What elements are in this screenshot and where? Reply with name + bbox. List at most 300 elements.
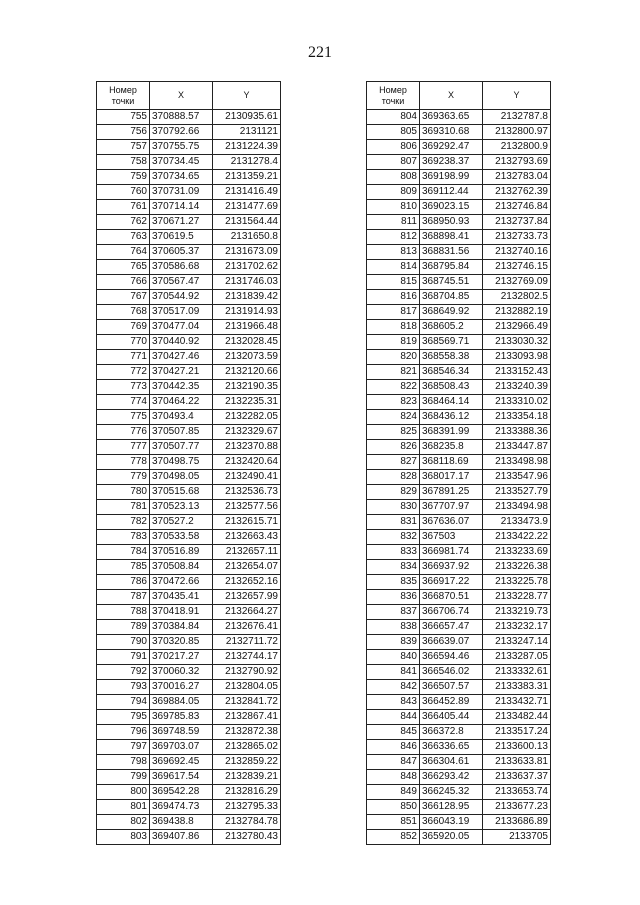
point-number-cell: 781	[97, 500, 150, 515]
point-number-cell: 820	[367, 350, 420, 365]
point-number-cell: 777	[97, 440, 150, 455]
table-row	[97, 770, 281, 785]
point-number-cell: 844	[367, 710, 420, 725]
x-cell: 369310.68	[420, 125, 483, 140]
y-cell: 2133527.79	[483, 485, 551, 500]
table-row	[367, 560, 551, 575]
y-cell: 2131966.48	[213, 320, 281, 335]
x-cell: 366293.42	[420, 770, 483, 785]
y-cell: 2133517.24	[483, 725, 551, 740]
y-cell: 2132783.04	[483, 170, 551, 185]
point-number-cell: 804	[367, 110, 420, 125]
table-row	[97, 650, 281, 665]
x-cell: 368235.8	[420, 440, 483, 455]
point-number-cell: 828	[367, 470, 420, 485]
point-number-cell: 839	[367, 635, 420, 650]
y-cell: 2133152.43	[483, 365, 551, 380]
table-row	[97, 365, 281, 380]
x-cell: 370671.27	[150, 215, 213, 230]
y-cell: 2132577.56	[213, 500, 281, 515]
x-cell: 366336.65	[420, 740, 483, 755]
y-cell: 2132787.8	[483, 110, 551, 125]
page-number: 221	[308, 44, 332, 61]
y-cell: 2133422.22	[483, 530, 551, 545]
x-cell: 370517.09	[150, 305, 213, 320]
y-cell: 2131702.62	[213, 260, 281, 275]
y-cell: 2133310.02	[483, 395, 551, 410]
point-number-cell: 778	[97, 455, 150, 470]
x-cell: 370472.66	[150, 575, 213, 590]
table-row	[97, 740, 281, 755]
y-cell: 2132676.41	[213, 620, 281, 635]
point-number-cell: 793	[97, 680, 150, 695]
y-cell: 2132784.78	[213, 815, 281, 830]
x-cell: 370567.47	[150, 275, 213, 290]
header-point-number: Номер точки	[97, 82, 150, 110]
point-number-cell: 831	[367, 515, 420, 530]
x-cell: 366452.89	[420, 695, 483, 710]
point-number-cell: 761	[97, 200, 150, 215]
x-cell: 370435.41	[150, 590, 213, 605]
point-number-cell: 848	[367, 770, 420, 785]
table-row	[367, 785, 551, 800]
table-row	[367, 815, 551, 830]
y-cell: 2131359.21	[213, 170, 281, 185]
point-number-cell: 816	[367, 290, 420, 305]
table-row	[367, 230, 551, 245]
x-cell: 369292.47	[420, 140, 483, 155]
y-cell: 2132235.31	[213, 395, 281, 410]
point-number-cell: 840	[367, 650, 420, 665]
table-row	[367, 620, 551, 635]
y-cell: 2132795.33	[213, 800, 281, 815]
point-number-cell: 800	[97, 785, 150, 800]
y-cell: 2131278.4	[213, 155, 281, 170]
y-cell: 2130935.61	[213, 110, 281, 125]
point-number-cell: 762	[97, 215, 150, 230]
x-cell: 368831.56	[420, 245, 483, 260]
point-number-cell: 843	[367, 695, 420, 710]
table-row	[367, 320, 551, 335]
y-cell: 2133332.61	[483, 665, 551, 680]
point-number-cell: 776	[97, 425, 150, 440]
x-cell: 370734.45	[150, 155, 213, 170]
point-number-cell: 818	[367, 320, 420, 335]
point-number-cell: 809	[367, 185, 420, 200]
point-number-cell: 797	[97, 740, 150, 755]
point-number-cell: 801	[97, 800, 150, 815]
table-row	[97, 575, 281, 590]
table-row	[367, 710, 551, 725]
x-cell: 368745.51	[420, 275, 483, 290]
y-cell: 2132282.05	[213, 410, 281, 425]
y-cell: 2133494.98	[483, 500, 551, 515]
point-number-cell: 814	[367, 260, 420, 275]
x-cell: 370527.2	[150, 515, 213, 530]
x-cell: 370498.75	[150, 455, 213, 470]
coordinates-table-right	[366, 81, 551, 845]
x-cell: 370418.91	[150, 605, 213, 620]
point-number-cell: 796	[97, 725, 150, 740]
y-cell: 2133637.37	[483, 770, 551, 785]
table-row	[367, 830, 551, 845]
table-row	[97, 830, 281, 845]
table-row	[97, 320, 281, 335]
point-number-cell: 841	[367, 665, 420, 680]
x-cell: 369363.65	[420, 110, 483, 125]
x-cell: 370427.21	[150, 365, 213, 380]
table-row	[97, 680, 281, 695]
x-cell: 369692.45	[150, 755, 213, 770]
table-row	[367, 200, 551, 215]
x-cell: 370477.04	[150, 320, 213, 335]
x-cell: 370440.92	[150, 335, 213, 350]
y-cell: 2132490.41	[213, 470, 281, 485]
y-cell: 2132762.39	[483, 185, 551, 200]
x-cell: 370734.65	[150, 170, 213, 185]
y-cell: 2133653.74	[483, 785, 551, 800]
x-cell: 369198.99	[420, 170, 483, 185]
point-number-cell: 786	[97, 575, 150, 590]
x-cell: 369748.59	[150, 725, 213, 740]
x-cell: 368017.17	[420, 470, 483, 485]
y-cell: 2133633.81	[483, 755, 551, 770]
y-cell: 2132664.27	[213, 605, 281, 620]
x-cell: 369407.86	[150, 830, 213, 845]
point-number-cell: 792	[97, 665, 150, 680]
point-number-cell: 810	[367, 200, 420, 215]
table-row	[97, 695, 281, 710]
y-cell: 2132657.99	[213, 590, 281, 605]
x-cell: 370016.27	[150, 680, 213, 695]
y-cell: 2133233.69	[483, 545, 551, 560]
y-cell: 2132420.64	[213, 455, 281, 470]
y-cell: 2132190.35	[213, 380, 281, 395]
x-cell: 370533.58	[150, 530, 213, 545]
table-row	[367, 485, 551, 500]
point-number-cell: 815	[367, 275, 420, 290]
x-cell: 366405.44	[420, 710, 483, 725]
y-cell: 2133482.44	[483, 710, 551, 725]
table-row	[367, 575, 551, 590]
point-number-cell: 819	[367, 335, 420, 350]
table-row	[367, 470, 551, 485]
point-number-cell: 849	[367, 785, 420, 800]
table-row	[367, 140, 551, 155]
x-cell: 370544.92	[150, 290, 213, 305]
point-number-cell: 802	[97, 815, 150, 830]
table-row	[367, 185, 551, 200]
table-row	[97, 380, 281, 395]
x-cell: 366917.22	[420, 575, 483, 590]
point-number-cell: 774	[97, 395, 150, 410]
table-row	[97, 620, 281, 635]
y-cell: 2133473.9	[483, 515, 551, 530]
x-cell: 369238.37	[420, 155, 483, 170]
point-number-cell: 812	[367, 230, 420, 245]
point-number-cell: 758	[97, 155, 150, 170]
x-cell: 370731.09	[150, 185, 213, 200]
y-cell: 2132028.45	[213, 335, 281, 350]
table-row	[97, 305, 281, 320]
y-cell: 2133432.71	[483, 695, 551, 710]
x-cell: 366706.74	[420, 605, 483, 620]
table-row	[367, 590, 551, 605]
y-cell: 2132663.43	[213, 530, 281, 545]
x-cell: 368795.84	[420, 260, 483, 275]
y-cell: 2132882.19	[483, 305, 551, 320]
y-cell: 2133287.05	[483, 650, 551, 665]
table-header-row	[97, 82, 281, 110]
table-row	[97, 425, 281, 440]
point-number-cell: 764	[97, 245, 150, 260]
table-row	[97, 725, 281, 740]
y-cell: 2131839.42	[213, 290, 281, 305]
point-number-cell: 759	[97, 170, 150, 185]
header-y: Y	[483, 82, 551, 110]
x-cell: 369474.73	[150, 800, 213, 815]
point-number-cell: 845	[367, 725, 420, 740]
table-row	[367, 350, 551, 365]
table-row	[97, 710, 281, 725]
x-cell: 370507.85	[150, 425, 213, 440]
y-cell: 2132654.07	[213, 560, 281, 575]
x-cell: 370384.84	[150, 620, 213, 635]
y-cell: 2133354.18	[483, 410, 551, 425]
table-row	[97, 515, 281, 530]
x-cell: 369884.05	[150, 695, 213, 710]
y-cell: 2131673.09	[213, 245, 281, 260]
y-cell: 2132872.38	[213, 725, 281, 740]
table-row	[97, 350, 281, 365]
y-cell: 2132657.11	[213, 545, 281, 560]
point-number-cell: 836	[367, 590, 420, 605]
table-row	[367, 545, 551, 560]
x-cell: 368950.93	[420, 215, 483, 230]
y-cell: 2133686.89	[483, 815, 551, 830]
point-number-cell: 779	[97, 470, 150, 485]
x-cell: 368704.85	[420, 290, 483, 305]
y-cell: 2131650.8	[213, 230, 281, 245]
y-cell: 2133547.96	[483, 470, 551, 485]
y-cell: 2131121	[213, 125, 281, 140]
table-row	[97, 230, 281, 245]
table-row	[97, 755, 281, 770]
x-cell: 370508.84	[150, 560, 213, 575]
point-number-cell: 827	[367, 455, 420, 470]
table-row	[367, 260, 551, 275]
table-row	[97, 170, 281, 185]
x-cell: 369542.28	[150, 785, 213, 800]
x-cell: 370060.32	[150, 665, 213, 680]
table-row	[367, 755, 551, 770]
x-cell: 365920.05	[420, 830, 483, 845]
header-point-number: Номер точки	[367, 82, 420, 110]
x-cell: 368649.92	[420, 305, 483, 320]
y-cell: 2133705	[483, 830, 551, 845]
x-cell: 366304.61	[420, 755, 483, 770]
table-row	[367, 740, 551, 755]
table-row	[367, 500, 551, 515]
y-cell: 2132120.66	[213, 365, 281, 380]
x-cell: 368898.41	[420, 230, 483, 245]
point-number-cell: 773	[97, 380, 150, 395]
y-cell: 2133093.98	[483, 350, 551, 365]
table-header-row	[367, 82, 551, 110]
table-row	[97, 155, 281, 170]
y-cell: 2132711.72	[213, 635, 281, 650]
x-cell: 367707.97	[420, 500, 483, 515]
y-cell: 2131416.49	[213, 185, 281, 200]
x-cell: 367503	[420, 530, 483, 545]
point-number-cell: 787	[97, 590, 150, 605]
x-cell: 366937.92	[420, 560, 483, 575]
table-row	[367, 725, 551, 740]
y-cell: 2132865.02	[213, 740, 281, 755]
y-cell: 2132780.43	[213, 830, 281, 845]
x-cell: 366981.74	[420, 545, 483, 560]
y-cell: 2132769.09	[483, 275, 551, 290]
table-row	[367, 530, 551, 545]
table-row	[97, 455, 281, 470]
point-number-cell: 821	[367, 365, 420, 380]
table-row	[367, 440, 551, 455]
x-cell: 370516.89	[150, 545, 213, 560]
y-cell: 2133498.98	[483, 455, 551, 470]
x-cell: 366372.8	[420, 725, 483, 740]
y-cell: 2132370.88	[213, 440, 281, 455]
table-row	[367, 275, 551, 290]
x-cell: 369703.07	[150, 740, 213, 755]
point-number-cell: 808	[367, 170, 420, 185]
table-row	[367, 695, 551, 710]
table-row	[367, 305, 551, 320]
point-number-cell: 823	[367, 395, 420, 410]
y-cell: 2132733.73	[483, 230, 551, 245]
point-number-cell: 794	[97, 695, 150, 710]
x-cell: 369112.44	[420, 185, 483, 200]
y-cell: 2132536.73	[213, 485, 281, 500]
x-cell: 366043.19	[420, 815, 483, 830]
table-row	[367, 335, 551, 350]
x-cell: 370515.68	[150, 485, 213, 500]
x-cell: 370714.14	[150, 200, 213, 215]
y-cell: 2132073.59	[213, 350, 281, 365]
table-row	[367, 170, 551, 185]
point-number-cell: 785	[97, 560, 150, 575]
point-number-cell: 817	[367, 305, 420, 320]
table-row	[367, 290, 551, 305]
y-cell: 2133447.87	[483, 440, 551, 455]
table-body-right	[367, 110, 551, 845]
x-cell: 366507.57	[420, 680, 483, 695]
y-cell: 2133228.77	[483, 590, 551, 605]
x-cell: 370442.35	[150, 380, 213, 395]
x-cell: 370605.37	[150, 245, 213, 260]
header-x: X	[420, 82, 483, 110]
point-number-cell: 838	[367, 620, 420, 635]
point-number-cell: 783	[97, 530, 150, 545]
y-cell: 2133388.36	[483, 425, 551, 440]
x-cell: 370427.46	[150, 350, 213, 365]
y-cell: 2131914.93	[213, 305, 281, 320]
point-number-cell: 830	[367, 500, 420, 515]
point-number-cell: 769	[97, 320, 150, 335]
table-row	[97, 560, 281, 575]
x-cell: 368569.71	[420, 335, 483, 350]
x-cell: 367636.07	[420, 515, 483, 530]
table-row	[367, 515, 551, 530]
table-row	[97, 215, 281, 230]
y-cell: 2132615.71	[213, 515, 281, 530]
point-number-cell: 767	[97, 290, 150, 305]
point-number-cell: 766	[97, 275, 150, 290]
point-number-cell: 813	[367, 245, 420, 260]
y-cell: 2132746.15	[483, 260, 551, 275]
table-row	[367, 215, 551, 230]
table-row	[97, 275, 281, 290]
point-number-cell: 805	[367, 125, 420, 140]
point-number-cell: 763	[97, 230, 150, 245]
x-cell: 366546.02	[420, 665, 483, 680]
table-row	[97, 545, 281, 560]
point-number-cell: 795	[97, 710, 150, 725]
header-x: X	[150, 82, 213, 110]
x-cell: 369785.83	[150, 710, 213, 725]
point-number-cell: 788	[97, 605, 150, 620]
y-cell: 2132802.5	[483, 290, 551, 305]
point-number-cell: 826	[367, 440, 420, 455]
y-cell: 2133240.39	[483, 380, 551, 395]
table-row	[97, 800, 281, 815]
table-body-left	[97, 110, 281, 845]
y-cell: 2132841.72	[213, 695, 281, 710]
x-cell: 370493.4	[150, 410, 213, 425]
table-row	[97, 590, 281, 605]
x-cell: 370320.85	[150, 635, 213, 650]
point-number-cell: 833	[367, 545, 420, 560]
table-row	[97, 185, 281, 200]
y-cell: 2132966.49	[483, 320, 551, 335]
y-cell: 2133225.78	[483, 575, 551, 590]
y-cell: 2133247.14	[483, 635, 551, 650]
y-cell: 2132652.16	[213, 575, 281, 590]
x-cell: 368464.14	[420, 395, 483, 410]
table-row	[97, 395, 281, 410]
x-cell: 369438.8	[150, 815, 213, 830]
table-row	[367, 605, 551, 620]
y-cell: 2132746.84	[483, 200, 551, 215]
table-row	[367, 650, 551, 665]
table-row	[97, 245, 281, 260]
point-number-cell: 768	[97, 305, 150, 320]
x-cell: 368558.38	[420, 350, 483, 365]
point-number-cell: 760	[97, 185, 150, 200]
x-cell: 370792.66	[150, 125, 213, 140]
table-row	[367, 125, 551, 140]
y-cell: 2132329.67	[213, 425, 281, 440]
y-cell: 2131224.39	[213, 140, 281, 155]
x-cell: 370888.57	[150, 110, 213, 125]
point-number-cell: 847	[367, 755, 420, 770]
table-row	[97, 635, 281, 650]
x-cell: 368118.69	[420, 455, 483, 470]
y-cell: 2132744.17	[213, 650, 281, 665]
x-cell: 370498.05	[150, 470, 213, 485]
x-cell: 370586.68	[150, 260, 213, 275]
x-cell: 369617.54	[150, 770, 213, 785]
table-row	[367, 455, 551, 470]
